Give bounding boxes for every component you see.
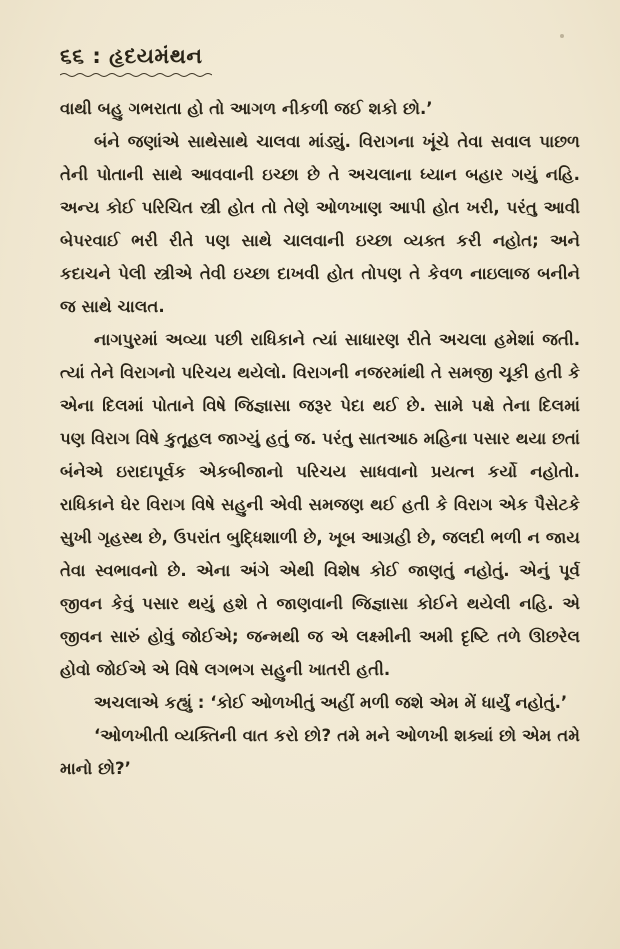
paragraph-achala-dialogue: અચલાએ કહ્યું : ‘કોઈ ઓળખીતું અહીં મળી જશે એમ મેં ધાર્યું નહોતું.’ xyxy=(94,693,568,712)
paragraph-nagpur: નાગપુરમાં અવ્યા પછી રાધિકાને ત્યાં સાધારણ રીતે અચલા હમેશાં જતી. ત્યાં તેને વિરાગનો પરિચય થયેલો. વિરાગની નજરમાંથી તે સમજી ચૂકી હતી કે એના દિલમાં પોતાને વિષે જિજ્ઞાસા જરૂર પેદા થઈ છે. સામે પક્ષે તેના દિલમાં પણ વિરાગ વિષે કુતૂહલ જાગ્યું હતું જ. પરંતુ સાતઆઠ મહિના પસાર થયા છતાં બંનેએ ઇરાદાપૂર્વક એકબીજાનો પરિચય સાધવાનો પ્રયત્ન કર્યો નહોતો. રાધિકાને ઘેર વિરાગ વિષે સહુની એવી સમજણ થઈ હતી કે વિરાગ એક પૈસેટકે સુખી ગૃહસ્થ છે, ઉપરાંત બુદ્ધિશાળી છે, ખૂબ આગ્રહી છે, જલદી ભળી ન જાય તેવા સ્વભાવનો છે. એના અંગે એથી વિશેષ કોઈ જાણતું નહોતું. એનું પૂર્વ જીવન કેવું પસાર થયું હશે તે જાણવાની જિજ્ઞાસા કોઈને થયેલી નહિ. એ જીવન સારું હોવું જોઈએ; જન્મથી જ એ લક્ષ્મીની અમી દૃષ્ટિ તળે ઊછરેલ હોવો જોઈએ એ વિષે લગભગ સહુની ખાતરી હતી. xyxy=(60,330,580,679)
paragraph-continuation: વાથી બહુ ગભરાતા હો તો આગળ નીકળી જઈ શકો છો.’ xyxy=(60,99,433,118)
chapter-title: હૃદયમંથન xyxy=(109,44,203,68)
header-separator: : xyxy=(84,44,110,68)
page-number: ૬૬ xyxy=(60,44,85,68)
paragraph-walking-together: બંને જણાંએ સાથેસાથે ચાલવા માંડ્યું. વિરાગના ખૂંચે તેવા સવાલ પાછળ તેની પોતાની સાથે આવવાની ઇચ્છા છે તે અચલાના ધ્યાન બહાર ગયું નહિ. અન્ય કોઈ પરિચિત સ્ત્રી હોત તો તેણે ઓળખાણ આપી હોત ખરી, પરંતુ આવી બેપરવાઈ ભરી રીતે પણ સાથે ચાલવાની ઇચ્છા વ્યક્ત કરી નહોત; અને કદાચને પેલી સ્ત્રીએ તેવી ઇચ્છા દાખવી હોત તોપણ તે કેવળ નાઇલાજ બનીને જ સાથે ચાલત. xyxy=(60,132,580,316)
header-wavy-rule xyxy=(60,72,212,78)
body-text xyxy=(60,92,580,785)
running-header xyxy=(60,44,203,69)
paragraph-virag-dialogue: ‘ઓળખીતી વ્યક્તિની વાત કરો છો? તમે મને ઓળખી શક્યાં છો એમ તમે માનો છો?’ xyxy=(60,726,580,778)
paper-speck xyxy=(560,34,564,38)
